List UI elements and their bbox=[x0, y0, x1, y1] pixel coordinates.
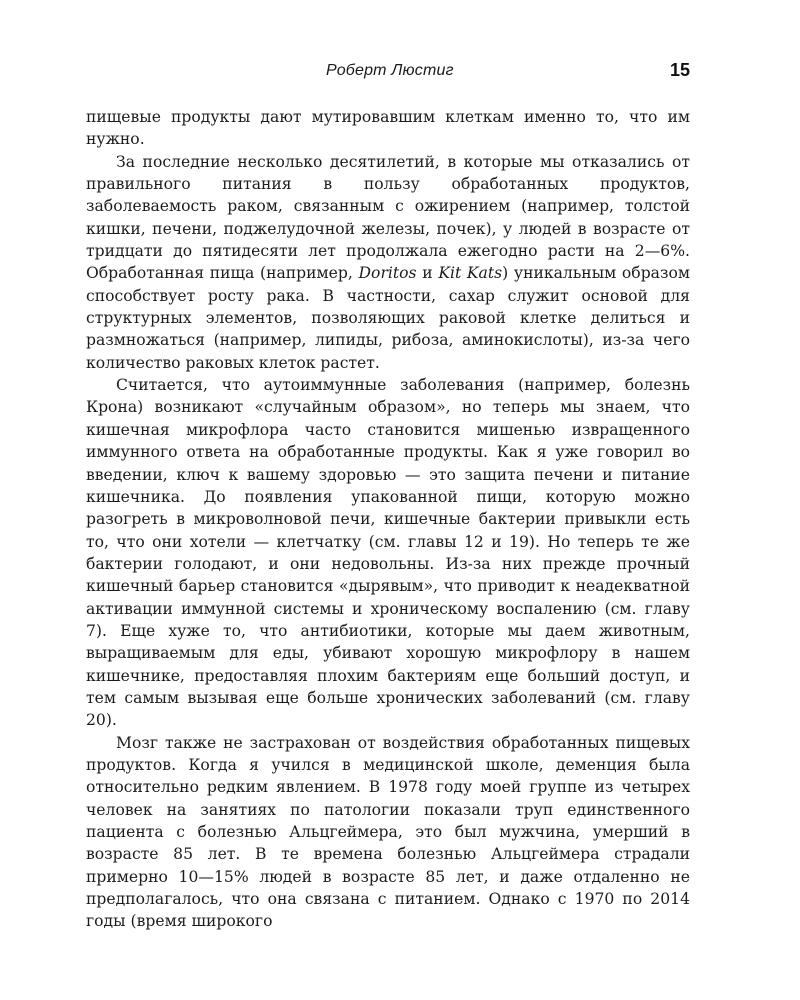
brand-doritos: Doritos bbox=[358, 264, 417, 283]
paragraph-autoimmune: Считается, что аутоиммунные заболевания (например, болезнь Крона) возникают «случайным образом», но теперь мы знаем, что кишечная микрофлора часто становится мишенью извращенного иммунного ответа на обработанные продукты. Как я уже говорил во введении, ключ к вашему здоровью — это защита печени и питание кишечника. До появления упакованной пищи, которую можно разогреть в микроволновой печи, кишечные бактерии привыкли есть то, что они хотели — клетчатку (см. главы 12 и 19). Но теперь те же бактерии голодают, и они недовольны. Из-за них прежде прочный кишечный барьер становится «дырявым», что приводит к неадекватной активации иммунной системы и хроническому воспалению (см. главу 7). Еще хуже то, что антибиотики, которые мы даем животным, выращиваемым для еды, убивают хорошую микрофлору в нашем кишечнике, предоставляя плохим бактериям еще больший доступ, и тем самым вызывая еще больше хронических заболеваний (см. главу 20). bbox=[86, 376, 690, 730]
conjunction-and: и bbox=[422, 264, 433, 283]
page-number: 15 bbox=[669, 60, 690, 80]
brand-kit-kats: Kit Kats bbox=[438, 264, 503, 283]
paragraph-brain: Мозг также не застрахован от воздействия обработанных пищевых продуктов. Когда я учился в медицинской школе, деменция была относительно редким явлением. В 1978 году моей группе из четырех человек на занятиях по патологии показали труп единственного пациента с болезнью Альцгеймера, это был мужчина, умерший в возрасте 85 лет. В те времена болезнью Альцгеймера страдали примерно 10—15% людей в возрасте 85 лет, и даже отдаленно не предполагалось, что она связана с питанием. Однако с 1970 по 2014 годы (время широкого bbox=[86, 733, 690, 931]
paragraph-cancer-text-1: За последние несколько десятилетий, в которые мы отказались от правильного питания в пользу обработанных продуктов, заболеваемость раком, связанным с ожирением (например, толстой кишки, печени, поджелудочной железы, почек), у людей в возрасте от тридцати до пятидесяти лет продолжала ежегодно расти на 2—6%. Обработанная пища (например, bbox=[86, 152, 690, 283]
running-head-author: Роберт Люстиг bbox=[326, 62, 454, 79]
paragraph-cancer bbox=[86, 151, 690, 374]
paragraph-continuation: пищевые продукты дают мутировавшим клеткам именно то, что им нужно. bbox=[86, 108, 690, 149]
page-header bbox=[86, 62, 690, 88]
paragraph-cancer-text-2: ) уникальным образом способствует росту рака. В частности, сахар служит основой для структурных элементов, позволяющих раковой клетке делиться и размножаться (например, липиды, рибоза, аминокислоты), из-за чего количество раковых клеток растет. bbox=[86, 264, 690, 372]
body-text bbox=[86, 106, 690, 933]
